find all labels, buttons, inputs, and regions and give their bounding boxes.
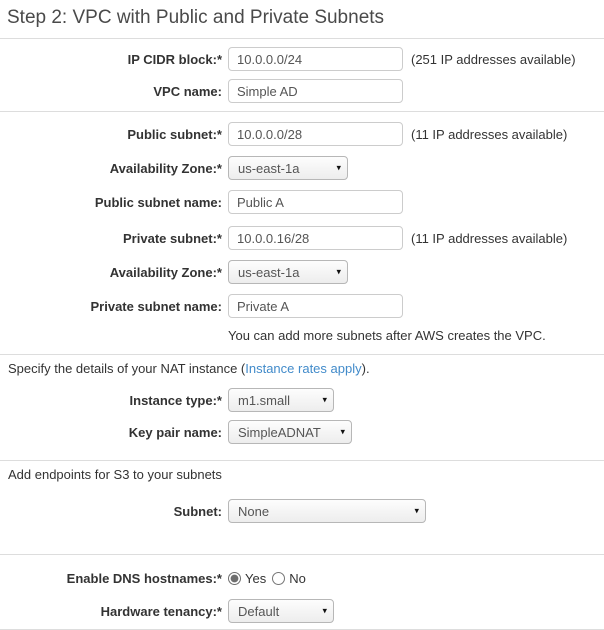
instance-type-select[interactable]: [228, 388, 334, 412]
dns-no-radio[interactable]: [272, 572, 285, 585]
chevron-down-icon: ▾: [414, 505, 419, 516]
dns-hostnames-label: Enable DNS hostnames:*: [66, 570, 222, 586]
instance-type-select-wrap: [228, 388, 334, 412]
public-subnet-input[interactable]: [228, 122, 403, 146]
s3-subnet-select-wrap: [228, 499, 426, 523]
private-subnet-row: [0, 226, 604, 250]
private-az-select[interactable]: [228, 260, 348, 284]
vpc-name-input[interactable]: [228, 79, 403, 103]
public-subnet-name-input[interactable]: [228, 190, 403, 214]
key-pair-select-wrap: [228, 420, 352, 444]
dns-yes-label: Yes: [245, 570, 267, 586]
private-subnet-label: Private subnet:*: [123, 230, 222, 246]
add-more-subnets-note: You can add more subnets after AWS creates the VPC.: [228, 328, 546, 343]
public-subnet-label: Public subnet:*: [127, 126, 222, 142]
page-title: Step 2: VPC with Public and Private Subnets: [7, 7, 385, 28]
instance-type-row: [0, 388, 604, 412]
private-subnet-name-label: Private subnet name:: [90, 298, 222, 314]
private-subnet-input[interactable]: [228, 226, 403, 250]
key-pair-label: Key pair name:: [128, 424, 222, 440]
ip-cidr-row: [0, 47, 604, 71]
s3-endpoints-section: [0, 461, 604, 555]
dns-yes-radio[interactable]: [228, 572, 241, 585]
public-subnet-row: [0, 122, 604, 146]
public-subnet-name-row: [0, 190, 604, 214]
public-az-label: Availability Zone:*: [109, 160, 222, 176]
nat-intro-text: [8, 361, 604, 377]
chevron-down-icon: ▾: [340, 426, 345, 437]
hardware-tenancy-select-wrap: [228, 599, 334, 623]
s3-subnet-label: Subnet:: [173, 503, 222, 519]
s3-subnet-select[interactable]: [228, 499, 426, 523]
instance-type-label: Instance type:*: [129, 392, 222, 408]
subnets-section: [0, 112, 604, 355]
ip-cidr-input[interactable]: [228, 47, 403, 71]
public-subnet-name-label: Public subnet name:: [94, 194, 222, 210]
public-az-select[interactable]: [228, 156, 348, 180]
dns-yes-option[interactable]: [228, 571, 266, 586]
dns-hostnames-row: [0, 568, 604, 588]
instance-rates-link[interactable]: Instance rates apply: [245, 361, 362, 376]
public-az-row: [0, 156, 604, 180]
private-subnet-hint: (11 IP addresses available): [411, 230, 568, 246]
ip-cidr-label: IP CIDR block:*: [127, 51, 222, 67]
ip-cidr-hint: (251 IP addresses available): [411, 51, 576, 67]
wizard-header: [0, 0, 604, 39]
vpc-name-label: VPC name:: [153, 83, 222, 99]
s3-subnet-row: [0, 499, 604, 523]
key-pair-row: [0, 420, 604, 444]
nat-instance-section: [0, 355, 604, 461]
s3-intro-text: Add endpoints for S3 to your subnets: [8, 467, 222, 482]
public-az-select-wrap: [228, 156, 348, 180]
dns-no-option[interactable]: [272, 571, 306, 586]
dns-no-label: No: [289, 570, 306, 586]
dns-tenancy-section: [0, 555, 604, 630]
chevron-down-icon: ▾: [322, 605, 327, 616]
private-subnet-name-input[interactable]: [228, 294, 403, 318]
private-az-row: [0, 260, 604, 284]
nat-intro-suffix: ).: [361, 361, 370, 376]
private-az-select-wrap: [228, 260, 348, 284]
private-subnet-name-row: [0, 294, 604, 318]
hardware-tenancy-label: Hardware tenancy:*: [100, 603, 222, 619]
chevron-down-icon: ▾: [336, 266, 341, 277]
key-pair-select[interactable]: [228, 420, 352, 444]
chevron-down-icon: ▾: [322, 394, 327, 405]
vpc-name-row: [0, 79, 604, 103]
private-subnet-group: [0, 226, 604, 318]
vpc-cidr-section: [0, 39, 604, 112]
hardware-tenancy-row: [0, 599, 604, 623]
hardware-tenancy-select[interactable]: [228, 599, 334, 623]
chevron-down-icon: ▾: [336, 162, 341, 173]
nat-intro-prefix: Specify the details of your NAT instance (: [8, 361, 246, 376]
public-subnet-hint: (11 IP addresses available): [411, 126, 568, 142]
private-az-label: Availability Zone:*: [109, 264, 222, 280]
